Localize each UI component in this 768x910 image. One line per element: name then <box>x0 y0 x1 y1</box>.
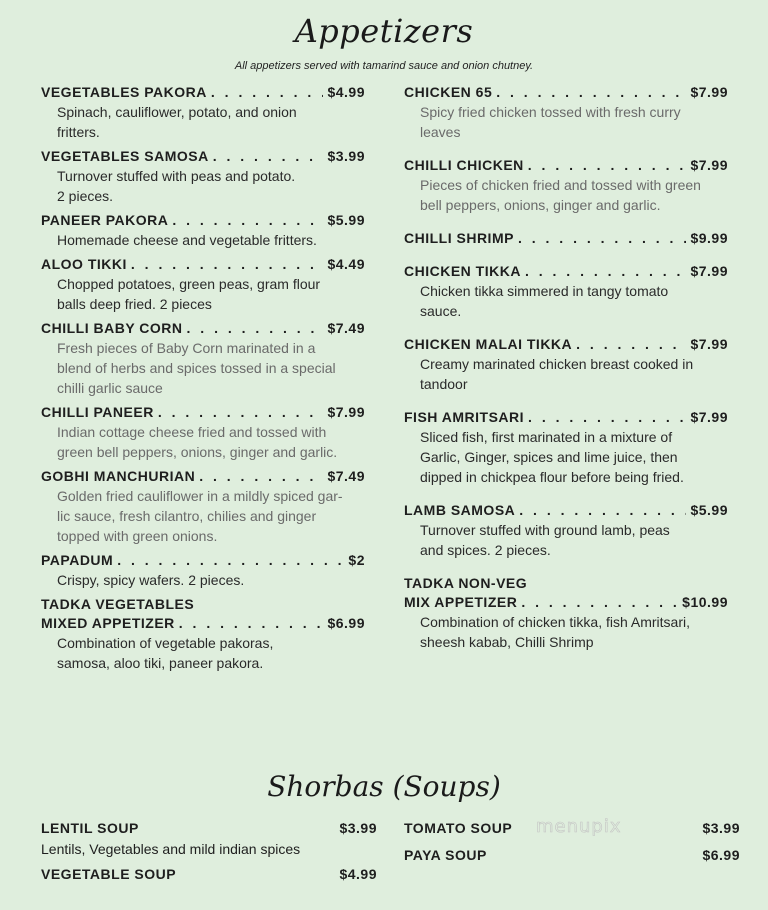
appetizers-subtitle: All appetizers served with tamarind sauce and onion chutney. <box>234 60 534 72</box>
soup-price: $6.99 <box>702 847 740 863</box>
item-name: VEGETABLES PAKORA <box>41 84 207 100</box>
item-name: CHILLI BABY CORN <box>41 320 183 336</box>
item-description: samosa, aloo tiki, paneer pakora. <box>57 655 264 671</box>
item-header <box>404 229 728 248</box>
leader-dots <box>211 83 324 102</box>
item-description: lic sauce, fresh cilantro, chilies and ginger <box>57 508 317 524</box>
item-name: CHILLI CHICKEN <box>404 157 524 173</box>
leader-dots <box>213 147 324 166</box>
leader-dots <box>519 501 686 520</box>
item-description: green bell peppers, onions, ginger and garlic. <box>57 444 338 460</box>
item-name: GOBHI MANCHURIAN <box>41 468 196 484</box>
leader-dots <box>117 551 344 570</box>
item-price: $7.99 <box>327 404 365 420</box>
menu-item <box>41 403 365 462</box>
item-header <box>404 408 728 427</box>
menu-item <box>404 335 728 394</box>
item-name: CHILLI SHRIMP <box>404 230 514 246</box>
leader-dots <box>518 229 687 248</box>
menu-item <box>404 83 728 142</box>
item-description: balls deep fried. 2 pieces <box>57 296 212 312</box>
item-description: Golden fried cauliflower in a mildly spiced gar- <box>57 488 343 504</box>
leader-dots <box>199 467 323 486</box>
appetizers-title: Appetizers <box>294 12 474 50</box>
leader-dots <box>172 211 323 230</box>
item-description: bell peppers, onions, ginger and garlic. <box>420 197 661 213</box>
item-header <box>404 335 728 354</box>
appetizers-right-column <box>404 83 728 666</box>
soup-name: LENTIL SOUP <box>41 820 139 836</box>
item-header <box>41 83 365 102</box>
item-price: $9.99 <box>690 230 728 246</box>
soup-price: $3.99 <box>702 820 740 836</box>
item-description: fritters. <box>57 124 100 140</box>
menu-item <box>41 467 365 546</box>
item-description: dipped in chickpea flour before being fried. <box>420 469 684 485</box>
item-description: tandoor <box>420 376 468 392</box>
item-name: CHICKEN 65 <box>404 84 493 100</box>
menu-item <box>41 551 365 590</box>
menu-item <box>41 211 365 250</box>
item-description: topped with green onions. <box>57 528 218 544</box>
item-header <box>41 403 365 422</box>
item-description: Creamy marinated chicken breast cooked in <box>420 356 694 372</box>
leader-dots <box>576 335 686 354</box>
menu-item <box>41 147 365 206</box>
item-description: Crispy, spicy wafers. 2 pieces. <box>57 572 245 588</box>
soup-item <box>41 818 377 838</box>
soup-name: PAYA SOUP <box>404 847 487 863</box>
soup-description: Lentils, Vegetables and mild indian spices <box>41 841 301 857</box>
item-price: $7.99 <box>690 263 728 279</box>
item-description: and spices. 2 pieces. <box>420 542 551 558</box>
item-description: chilli garlic sauce <box>57 380 163 396</box>
leader-dots <box>528 408 686 427</box>
menu-item <box>404 501 728 560</box>
leader-dots <box>158 403 324 422</box>
item-header <box>41 319 365 338</box>
item-price: $5.99 <box>690 502 728 518</box>
item-name: LAMB SAMOSA <box>404 502 516 518</box>
item-description: Indian cottage cheese fried and tossed with <box>57 424 327 440</box>
item-name-line1: TADKA VEGETABLES <box>41 596 195 612</box>
menu-item <box>404 408 728 487</box>
item-name: CHILLI PANEER <box>41 404 154 420</box>
menu-item <box>41 255 365 314</box>
item-name: VEGETABLES SAMOSA <box>41 148 209 164</box>
item-price: $2 <box>348 552 365 568</box>
item-name: PAPADUM <box>41 552 114 568</box>
item-price: $4.49 <box>327 256 365 272</box>
item-price: $7.99 <box>690 409 728 425</box>
item-description: sheesh kabab, Chilli Shrimp <box>420 634 594 650</box>
item-header <box>404 262 728 281</box>
menu-item <box>404 229 728 248</box>
item-description: 2 pieces. <box>57 188 114 204</box>
item-description: Turnover stuffed with peas and potato. <box>57 168 296 184</box>
item-header <box>41 467 365 486</box>
item-price: $3.99 <box>327 148 365 164</box>
leader-dots <box>521 593 678 612</box>
leader-dots <box>187 319 324 338</box>
item-price: $7.49 <box>327 468 365 484</box>
soup-price: $3.99 <box>339 820 377 836</box>
soup-item <box>41 864 377 884</box>
soup-name: VEGETABLE SOUP <box>41 866 177 882</box>
soup-item <box>404 845 740 865</box>
menu-item <box>404 574 728 652</box>
item-description: Turnover stuffed with ground lamb, peas <box>420 522 670 538</box>
soups-left-column <box>41 818 377 891</box>
item-header <box>41 551 365 570</box>
leader-dots <box>528 156 687 175</box>
item-name: PANEER PAKORA <box>41 212 169 228</box>
item-header <box>404 593 728 612</box>
menu-item <box>41 319 365 398</box>
item-name: MIXED APPETIZER <box>41 615 175 631</box>
item-name: CHICKEN TIKKA <box>404 263 521 279</box>
item-description: leaves <box>420 124 461 140</box>
item-name: FISH AMRITSARI <box>404 409 525 425</box>
item-price: $7.99 <box>690 84 728 100</box>
item-description: blend of herbs and spices tossed in a special <box>57 360 336 376</box>
soup-price: $4.99 <box>339 866 377 882</box>
item-description: Garlic, Ginger, spices and lime juice, then <box>420 449 678 465</box>
item-price: $7.99 <box>690 336 728 352</box>
soups-title: Shorbas (Soups) <box>267 770 501 803</box>
item-price: $7.99 <box>690 157 728 173</box>
item-header <box>404 156 728 175</box>
leader-dots <box>179 614 324 633</box>
leader-dots <box>525 262 687 281</box>
item-description: Pieces of chicken fried and tossed with green <box>420 177 701 193</box>
item-description: Fresh pieces of Baby Corn marinated in a <box>57 340 316 356</box>
item-price: $10.99 <box>682 594 728 610</box>
item-description: Sliced fish, first marinated in a mixture of <box>420 429 673 445</box>
item-name: MIX APPETIZER <box>404 594 518 610</box>
leader-dots <box>496 83 686 102</box>
item-description: sauce. <box>420 303 462 319</box>
item-description: Chopped potatoes, green peas, gram flour <box>57 276 321 292</box>
item-header <box>41 255 365 274</box>
item-name-line1: TADKA NON-VEG <box>404 575 528 591</box>
item-description: Spicy fried chicken tossed with fresh curry <box>420 104 681 120</box>
item-name: CHICKEN MALAI TIKKA <box>404 336 573 352</box>
item-header <box>41 211 365 230</box>
item-name: ALOO TIKKI <box>41 256 127 272</box>
soup-name: TOMATO SOUP <box>404 820 513 836</box>
item-header <box>404 83 728 102</box>
item-header <box>41 147 365 166</box>
menu-item <box>404 262 728 321</box>
menu-item <box>41 595 365 673</box>
item-description: Combination of chicken tikka, fish Amritsari, <box>420 614 690 630</box>
item-description: Homemade cheese and vegetable fritters. <box>57 232 317 248</box>
menupix-watermark: menupix <box>536 816 622 837</box>
item-price: $7.49 <box>327 320 365 336</box>
item-header <box>404 501 728 520</box>
item-price: $5.99 <box>327 212 365 228</box>
appetizers-left-column <box>41 83 365 678</box>
item-price: $4.99 <box>327 84 365 100</box>
item-description: Chicken tikka simmered in tangy tomato <box>420 283 669 299</box>
item-header <box>41 614 365 633</box>
item-price: $6.99 <box>327 615 365 631</box>
menu-item <box>41 83 365 142</box>
item-description: Spinach, cauliflower, potato, and onion <box>57 104 297 120</box>
leader-dots <box>131 255 324 274</box>
menu-item <box>404 156 728 215</box>
item-description: Combination of vegetable pakoras, <box>57 635 274 651</box>
